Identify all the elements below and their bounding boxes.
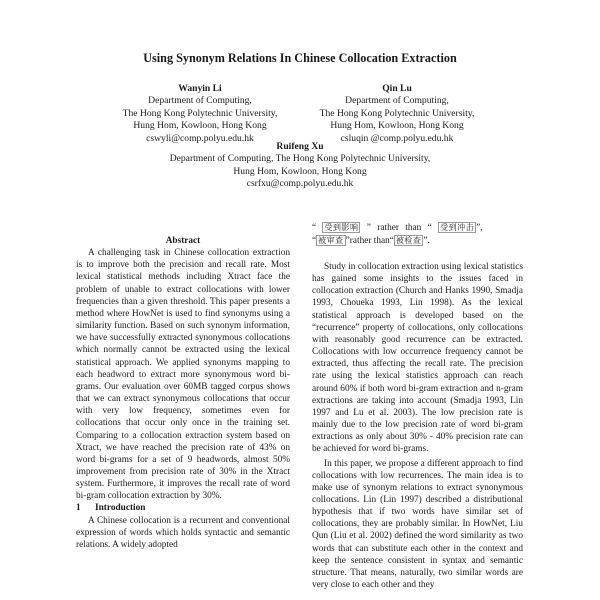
author-name: Wanyin Li: [178, 83, 222, 94]
author-addr: Hung Hom, Kowloon, Hong Kong: [233, 165, 367, 177]
author-addr: Hung Hom, Kowloon, Hong Kong: [330, 120, 464, 132]
author-univ: The Hong Kong Polytechnic University,: [122, 107, 278, 119]
chinese-phrase: 受到冲击: [440, 223, 475, 232]
author-dept: Department of Computing,: [148, 95, 252, 107]
author-email: cswyli@comp.polyu.edu.hk: [146, 132, 254, 144]
left-column: [76, 235, 290, 551]
section-heading: [76, 502, 290, 514]
author-dept: Department of Computing,: [345, 95, 449, 107]
chinese-phrase: 受到影响: [324, 223, 359, 232]
author-univ: The Hong Kong Polytechnic University,: [319, 107, 475, 119]
cjk-example-line-1: [312, 222, 523, 235]
quote-mark: “: [312, 236, 317, 246]
author-name: Qin Lu: [382, 83, 412, 94]
right-column: [312, 222, 523, 591]
author-email: csluqin @comp.polyu.edu.hk: [340, 132, 454, 144]
abstract-heading: Abstract: [165, 236, 201, 246]
quote-mark: ”,: [476, 223, 483, 233]
quote-mark: “: [427, 223, 432, 233]
chinese-phrase: 被审查: [318, 236, 344, 245]
body-paragraph: In this paper, we propose a different approach to find collocations with low recurrences. The main idea is to make use of synonym relations to extract synonymous collocations. Lin (Lin 1997) described a distributional hypothesis that if two words have similar set of collocations, they are probably similar. In HowNet, Liu Qun (Liu et al. 2002) defined the word similarity as two words that can substitute each other in the context and keep the sentence consistent in syntax and semantic structure. That means, naturally, two similar words are very close to each other and they: [312, 458, 523, 591]
author-email: csrfxu@comp.polyu.edu.hk: [246, 178, 354, 190]
paper-title: Using Synonym Relations In Chinese Collocation Extraction: [143, 51, 457, 65]
author-addr: Hung Hom, Kowloon, Hong Kong: [133, 120, 267, 132]
section-title: Introduction: [95, 503, 146, 514]
author-block-3: [130, 141, 470, 191]
section-number: 1: [76, 503, 81, 514]
author-block-2: [297, 83, 497, 145]
author-dept: Department of Computing, The Hong Kong Polytechnic University,: [169, 153, 431, 165]
abstract-text: A challenging task in Chinese collocation extraction is to improve both the precision and recall rate. Most lexical statistical methods including Xtract face the problem of unable to extract collocations with lower frequencies than a given threshold. This paper presents a method where HowNet is used to find synonyms using a similarity function. Based on such synonym information, we have successfully extracted synonymous collocations which normally cannot be extracted using the lexical statistical approach. We applied synonyms mapping to each headword to extract more synonymous word bi-grams. Our evaluation over 60MB tagged corpus shows that we can extract synonymous collocations that occur with very low frequency, sometimes even for collocations that occur only once in the training set. Comparing to a collocation extraction system based on Xtract, we have reached the precision rate of 43% on word bi-grams for a set of 9 headwords, almost 50% improvement from precision rate of 30% in the Xtract system. Furthermore, it improves the recall rate of word bi-gram collocation extraction by 30%.: [76, 248, 290, 502]
connector-text: rather than: [377, 223, 422, 233]
chinese-phrase: 被检查: [395, 236, 422, 245]
author-name: Ruifeng Xu: [276, 141, 324, 152]
quote-mark: ”.: [423, 236, 430, 246]
connector-text: ”rather than“: [345, 236, 394, 246]
quote-mark: “: [312, 223, 317, 233]
cjk-example-line-2: [312, 235, 523, 248]
intro-text: A Chinese collocation is a recurrent and conventional expression of words which holds syntactic and semantic relations. A widely adopted: [76, 515, 290, 550]
body-paragraph: Study in collocation extraction using lexical statistics has gained some insights to the issues faced in collocation extraction (Church and Hanks 1990, Smadja 1993, Choueka 1993, Lin 1998). As the lexical statistical approach is developed based on the “recurrence” property of collocations, only collocations with reasonably good recurrence can be extracted. Collocations with low occurrence frequency cannot be extracted, thus affecting the recall rate. The precision rate using the lexical statistics approach can reach around 60% if both word bi-gram extraction and n-gram extractions are taking into account (Smadja 1993, Lin 1997 and Lu et al. 2003). The low precision rate is mainly due to the low precision rate of word bi-gram extractions as only about 30% - 40% precision rate can be achieved for word bi-grams.: [312, 262, 523, 455]
author-block-1: [100, 83, 300, 145]
quote-mark: ”: [366, 223, 371, 233]
